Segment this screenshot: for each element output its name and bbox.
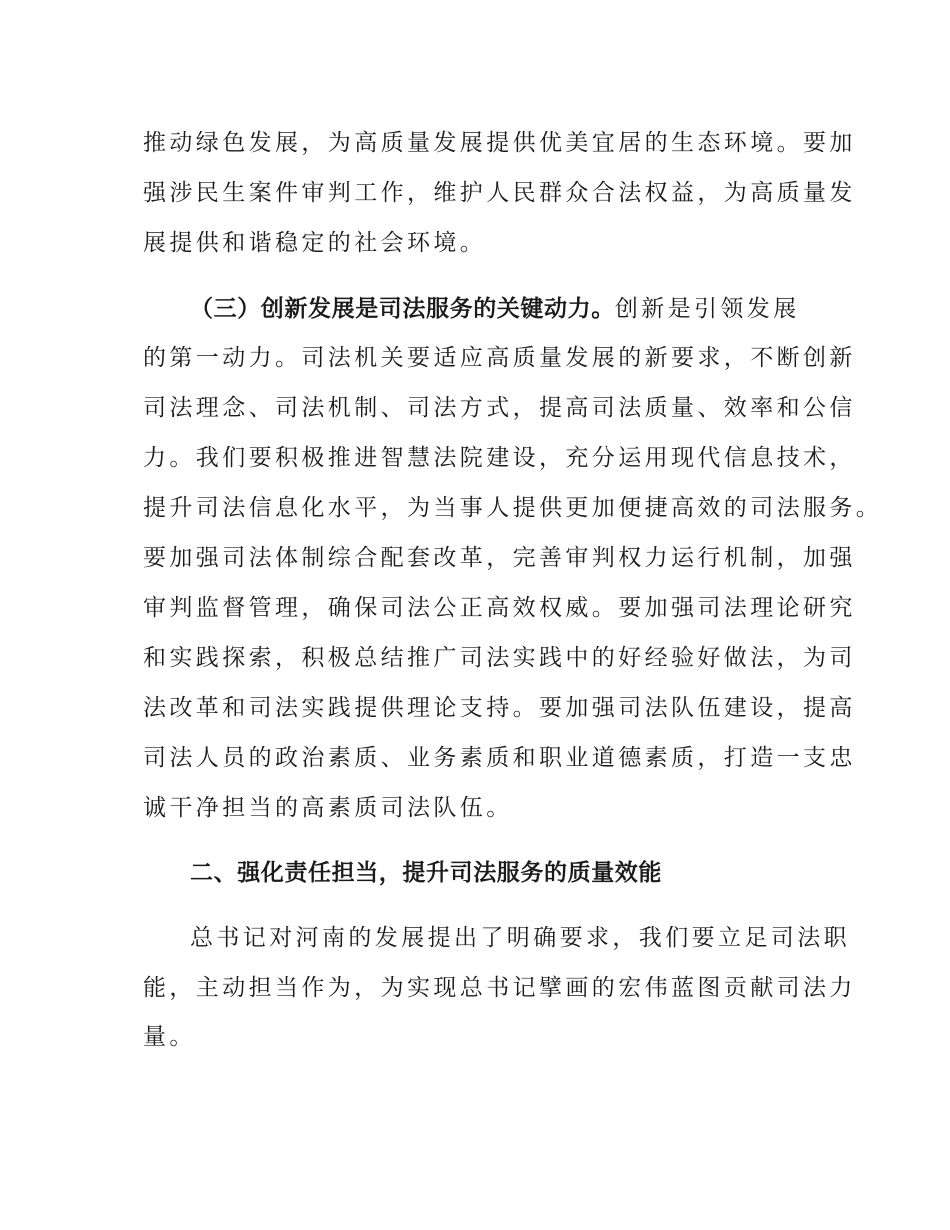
paragraph-line: 法改革和司法实践提供理论支持。要加强司法队伍建设，提高 xyxy=(143,695,856,721)
paragraph-line: 总书记对河南的发展提出了明确要求，我们要立足司法职 xyxy=(190,925,850,951)
paragraph-line: 力。我们要积极推进智慧法院建设，充分运用现代信息技术， xyxy=(143,445,856,471)
paragraph-text: 创新是引领发展 xyxy=(614,296,800,322)
paragraph-line: 审判监督管理，确保司法公正高效权威。要加强司法理论研究 xyxy=(143,595,856,621)
paragraph-line: 展提供和谐稳定的社会环境。 xyxy=(143,230,487,256)
paragraph-line: 强涉民生案件审判工作，维护人民群众合法权益，为高质量发 xyxy=(143,180,856,206)
section-heading: 二、强化责任担当，提升司法服务的质量效能 xyxy=(190,860,662,886)
subsection-heading: （三）创新发展是司法服务的关键动力。 xyxy=(190,296,615,322)
paragraph-line: 要加强司法体制综合配套改革，完善审判权力运行机制，加强 xyxy=(143,545,856,571)
paragraph-line: 的第一动力。司法机关要适应高质量发展的新要求，不断创新 xyxy=(143,345,856,371)
paragraph-line: 能，主动担当作为，为实现总书记擘画的宏伟蓝图贡献司法力 xyxy=(143,975,856,1001)
paragraph-line: 诚干净担当的高素质司法队伍。 xyxy=(143,795,513,821)
paragraph-line: 提升司法信息化水平，为当事人提供更加便捷高效的司法服务。 xyxy=(143,495,883,521)
paragraph-line: 和实践探索，积极总结推广司法实践中的好经验好做法，为司 xyxy=(143,645,856,671)
paragraph-first-line xyxy=(190,294,800,324)
paragraph-line: 推动绿色发展，为高质量发展提供优美宜居的生态环境。要加 xyxy=(143,130,856,156)
paragraph-line: 司法人员的政治素质、业务素质和职业道德素质，打造一支忠 xyxy=(143,745,856,771)
paragraph-line: 量。 xyxy=(143,1024,196,1050)
paragraph-line: 司法理念、司法机制、司法方式，提高司法质量、效率和公信 xyxy=(143,395,856,421)
